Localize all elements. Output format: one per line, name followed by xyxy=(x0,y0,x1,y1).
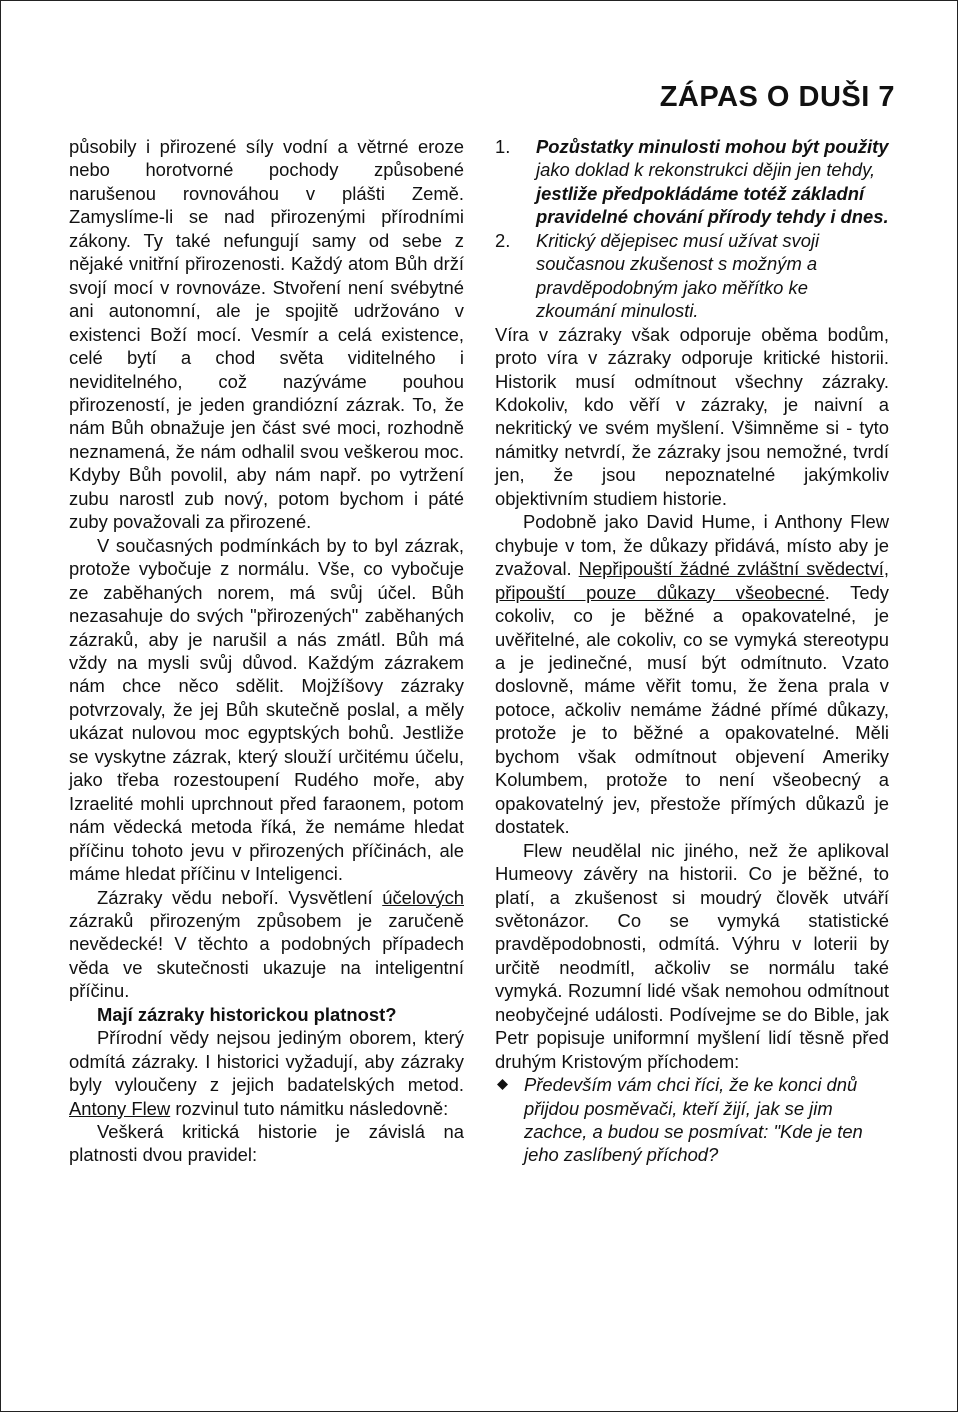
page-title: ZÁPAS O DUŠI 7 xyxy=(659,81,895,113)
text-span: . Tedy cokoliv, co je běžné a opakovatelné, je uvěřitelné, ale cokoliv, co se vymyká stereotypu a je jedinečné, musí být odmítnuto. Vzato doslovně, máme věřit tomu, že žena prala v potoce, ačkoliv nemáme žádné přímé důkazy, protože je to běžné a opakovatelné. Měli bychom však odmítnout objevení Ameriky Kolumbem, protože to není všeobecný a opakovatelný jev, přestože přímých důkazů je dostatek. xyxy=(495,581,889,838)
paragraph xyxy=(69,135,464,534)
text-span: jako doklad k rekonstrukci dějin jen tehdy, xyxy=(536,159,876,181)
left-column xyxy=(69,135,464,1167)
paragraph: Veškerá kritická historie je závislá na platnosti dvou pravidel: xyxy=(69,1121,464,1166)
diamond-icon xyxy=(497,1079,508,1090)
text-span: Přírodní vědy nejsou jediným oborem, který odmítá zázraky. I historici vyžadují, aby zázraky byly vyloučeny z jejich badatelských metod. xyxy=(69,1027,464,1096)
section-heading: Mají zázraky historickou platnost? xyxy=(97,1003,397,1025)
rule-number: 2. xyxy=(495,229,511,251)
paragraph: Víra v zázraky však odporuje oběma bodům, proto víra v zázraky odporuje kritické historii. Historik musí odmítnout všechny zázraky. Kdokoliv, kdo věří v zázraky, je naivní a nekritický ve svém myšlení. Všimněme si - tyto námitky netvrdí, že zázraky jsou nemožné, tvrdí jen, že jsou nepoznatelné jakýmkoliv objektivním studiem historie. xyxy=(495,323,889,509)
text-span: působily i přirozené síly vodní a větrné eroze nebo horotvorné pochody způsobené narušenou rovnováhou v plášti Země. Zamyslíme-li se nad přirozenými přírodními zákony. Ty také nefungují samy od sebe z nějaké vnitřní přirozenosti. Každý atom Bůh drží svojí mocí v rovnováze. Stvoření není svébytné ani autonomní, ale je spojitě udržováno v existenci Boží mocí. xyxy=(69,136,464,345)
underlined-text: Antony Flew xyxy=(69,1097,171,1119)
text-span: rozvinul tuto námitku následovně: xyxy=(170,1097,449,1119)
right-column xyxy=(495,135,889,1167)
text-span: Zázraky vědu neboří. Vysvětlení xyxy=(97,886,383,908)
underlined-text: účelových xyxy=(382,886,464,908)
text-span: Vesmír a celá existence, celé bytí a chod světa viditelného i neviditelného, což nazýváme pouhou přirozeností, je jeden grandiózní zázrak. To, že nám Bůh obnažuje jen část své moci, rozhodně neznamená, že nám odhalil svou veškerou moc. Kdyby Bůh povolil, aby nám např. po vytržení zubu narostl zub nový, potom bychom i páté zuby považovali za přirozené. xyxy=(69,323,465,533)
paragraph xyxy=(69,534,464,886)
rule-number: 1. xyxy=(495,136,511,157)
numbered-rule xyxy=(495,135,889,229)
emphasis: jestliže předpokládáme totéž základní pravidelné chování přírody tehdy i dnes. xyxy=(536,182,889,228)
bullet-text: Především vám chci říci, že ke konci dnů přijdou posměvači, kteří žijí, jak se jim zachce, a budou se posmívat: "Kde je ten jeho zaslíbený příchod? xyxy=(524,1074,863,1166)
paragraph xyxy=(69,886,464,1003)
rule-text: Kritický dějepisec musí užívat svoji současnou zkušenost s možným a pravděpodobným jako měřítko ke zkoumání minulosti. xyxy=(536,229,820,322)
paragraph xyxy=(495,510,889,838)
text-span: Podobně jako David Hume, i Anthony Flew chybuje v tom, že důkazy přidává, místo aby je zvažoval. xyxy=(495,511,889,580)
emphasis: Pozůstatky minulosti mohou být použity xyxy=(536,136,889,157)
text-span: V současných podmínkách by to byl zázrak, protože vybočuje z normálu. Vše, co vybočuje ze zaběhaných norem, má svůj účel. Bůh nezasahuje do svých "přirozených" zaběhaných zázraků, aby je narušil a nás zmátl. Bůh má vždy na mysli svůj důvod. Každým zázrakem nám chce něco sdělit. xyxy=(69,534,464,697)
rule-text xyxy=(536,135,889,229)
numbered-rule xyxy=(495,229,889,323)
paragraph xyxy=(69,1026,464,1120)
underlined-text: Nepřipouští žádné zvláštní svědectví, připouští pouze důkazy všeobecné xyxy=(495,558,889,603)
text-span: Mojžíšovy zázraky potvrzovaly, že jej Bůh skutečně poslal, a měly ukázat nulovou moc egyptských bohů. Jestliže se vyskytne zázrak, který slouží určitému účelu, jako třeba rozestoupení Rudého moře, aby Izraelité mohli uprchnout před faraonem, potom nám vědecká metoda říká, že nemáme hledat příčinu tohoto jevu v přirozených příčinách, ale máme hledat příčinu v Inteligenci. xyxy=(69,675,464,885)
text-span: zázraků přirozeným způsobem je zaručeně nevědecké! V těchto a podobných případech věda ve skutečnosti ukazuje na inteligentní příčinu. xyxy=(69,909,464,1002)
paragraph: Flew neudělal nic jiného, než že aplikoval Humeovy závěry na historii. Co je běžné, to platí, a zkušenost si moudrý člověk utváří světonázor. Co se vymyká statistické pravděpodobnosti, odmítá. Výhru v loterii by určitě neodmítl, ačkoliv se normálu také vymyká. Rozumní lidé však nemohou odmítnout neobyčejné události. Podívejme se do Bible, jak Petr popisuje uniformní myšlení lidí těsně před druhým Kristovým příchodem: xyxy=(495,839,889,1072)
bullet-quote xyxy=(495,1073,889,1167)
